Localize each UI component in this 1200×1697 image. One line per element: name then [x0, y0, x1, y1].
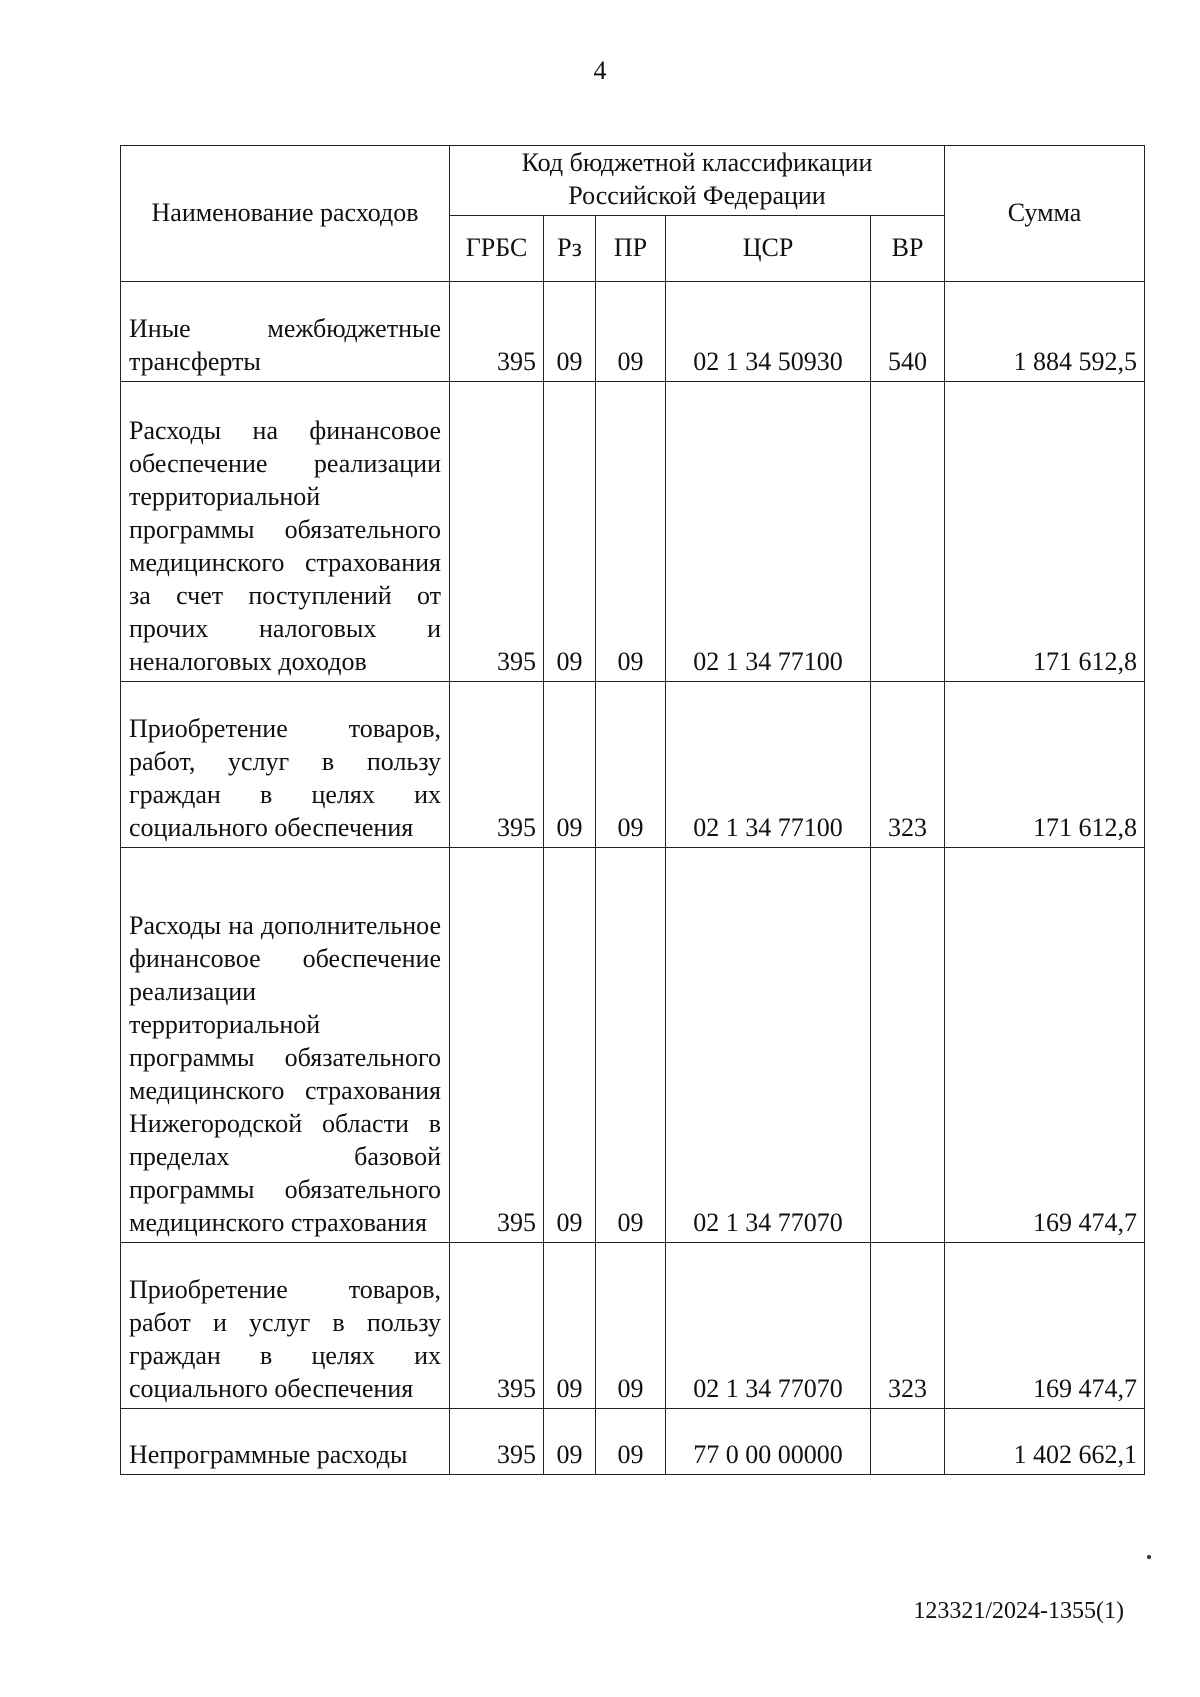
row-pr: 09: [596, 282, 666, 382]
header-sum-column: Сумма: [945, 146, 1145, 282]
row-csr: 02 1 34 50930: [666, 282, 871, 382]
header-grbs: ГРБС: [450, 216, 544, 282]
row-csr: 02 1 34 77100: [666, 682, 871, 848]
row-sum: 1 402 662,1: [945, 1409, 1145, 1475]
row-csr: 02 1 34 77100: [666, 382, 871, 682]
table-row: [121, 848, 1145, 1243]
row-pr: 09: [596, 682, 666, 848]
row-name: Непрограммные расходы: [121, 1409, 450, 1475]
row-csr: 02 1 34 77070: [666, 1243, 871, 1409]
row-grbs: 395: [450, 282, 544, 382]
header-name-column: Наименование расходов: [121, 146, 450, 282]
document-registration-code: 123321/2024-1355(1): [913, 1598, 1124, 1624]
row-sum: 1 884 592,5: [945, 282, 1145, 382]
table-row: [121, 1243, 1145, 1409]
page-number: 4: [593, 56, 607, 85]
row-pr: 09: [596, 848, 666, 1243]
row-vr: [871, 848, 945, 1243]
row-sum: 171 612,8: [945, 382, 1145, 682]
row-rz: 09: [544, 1243, 596, 1409]
row-pr: 09: [596, 1409, 666, 1475]
row-vr: 540: [871, 282, 945, 382]
row-vr: 323: [871, 682, 945, 848]
row-rz: 09: [544, 282, 596, 382]
row-sum: 169 474,7: [945, 1243, 1145, 1409]
row-grbs: 395: [450, 682, 544, 848]
row-name: Иные межбюджетные трансферты: [121, 282, 450, 382]
row-rz: 09: [544, 848, 596, 1243]
header-csr: ЦСР: [666, 216, 871, 282]
row-grbs: 395: [450, 1243, 544, 1409]
row-pr: 09: [596, 1243, 666, 1409]
table-row: [121, 382, 1145, 682]
row-name: Приобретение товаров, работ и услуг в пользу граждан в целях их социального обеспечения: [121, 1243, 450, 1409]
row-sum: 169 474,7: [945, 848, 1145, 1243]
header-rz: Рз: [544, 216, 596, 282]
row-rz: 09: [544, 682, 596, 848]
row-rz: 09: [544, 382, 596, 682]
row-grbs: 395: [450, 382, 544, 682]
header-code-group: Код бюджетной классификации Российской Федерации: [450, 146, 945, 216]
row-name: Приобретение товаров, работ, услуг в пользу граждан в целях их социального обеспечения: [121, 682, 450, 848]
scan-dot-mark: [1147, 1555, 1151, 1559]
row-csr: 02 1 34 77070: [666, 848, 871, 1243]
table-row: [121, 1409, 1145, 1475]
table-row: [121, 682, 1145, 848]
row-csr: 77 0 00 00000: [666, 1409, 871, 1475]
row-name: Расходы на финансовое обеспечение реализации территориальной программы обязательного медицинского страхования за счет поступлений от прочих налоговых и неналоговых доходов: [121, 382, 450, 682]
row-rz: 09: [544, 1409, 596, 1475]
row-vr: [871, 1409, 945, 1475]
header-pr: ПР: [596, 216, 666, 282]
row-vr: 323: [871, 1243, 945, 1409]
header-vr: ВР: [871, 216, 945, 282]
budget-table: [120, 145, 1145, 1475]
row-vr: [871, 382, 945, 682]
row-sum: 171 612,8: [945, 682, 1145, 848]
table-row: [121, 282, 1145, 382]
row-grbs: 395: [450, 848, 544, 1243]
row-name: Расходы на дополнительное финансовое обеспечение реализации территориальной программы обязательного медицинского страхования Нижегородской области в пределах базовой программы обязательного медицинского страхования: [121, 848, 450, 1243]
row-grbs: 395: [450, 1409, 544, 1475]
row-pr: 09: [596, 382, 666, 682]
